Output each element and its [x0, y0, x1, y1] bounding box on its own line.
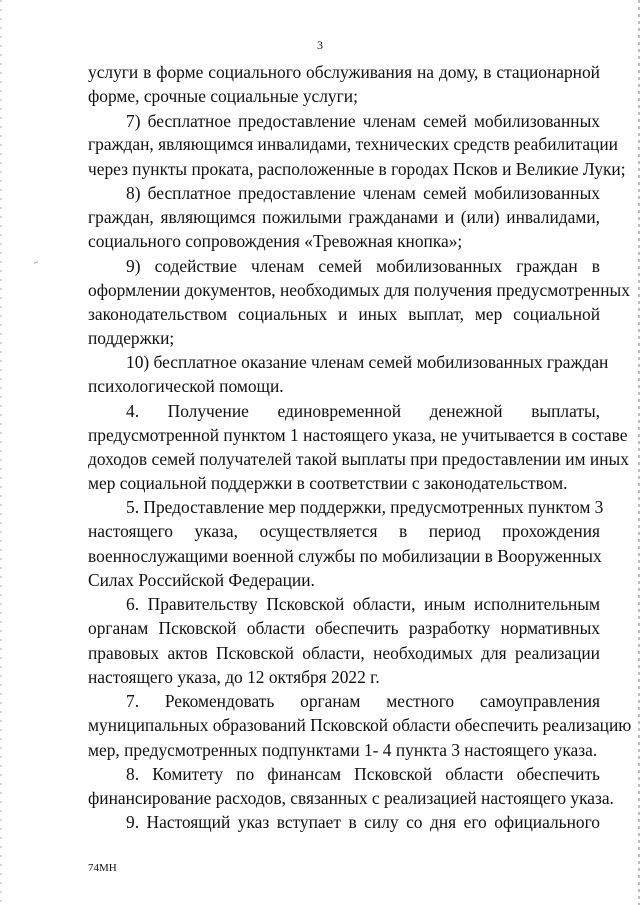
text-line: 9) содействие членам семей мобилизованных граждан в: [126, 256, 600, 276]
text-line: 6. Правительству Псковской области, иным исполнительным: [126, 594, 600, 614]
text-line: поддержки;: [88, 328, 175, 348]
text-line: предусмотренной пунктом 1 настоящего указа, не учитывается в составе: [88, 425, 628, 445]
text-line: доходов семей получателей такой выплаты при предоставлении им иных: [88, 449, 629, 469]
text-line: мер социальной поддержки в соответствии с законодательством.: [88, 473, 568, 493]
text-line: Силах Российской Федерации.: [88, 570, 315, 590]
text-line: 4. Получение единовременной денежной выплаты,: [126, 401, 600, 421]
text-line: граждан, являющимся пожилыми гражданами и (или) инвалидами,: [88, 207, 600, 227]
text-line: социального сопровождения «Тревожная кнопка»;: [88, 231, 463, 251]
page-number: 3: [317, 38, 323, 52]
text-line: 5. Предоставление мер поддержки, предусмотренных пунктом 3: [126, 497, 604, 517]
text-line: органам Псковской области обеспечить разработку нормативных: [88, 618, 600, 638]
text-line: финансирование расходов, связанных с реализацией настоящего указа.: [88, 788, 614, 808]
text-line: 7. Рекомендовать органам местного самоуправления: [126, 691, 600, 711]
text-line: военнослужащими военной службы по мобилизации в Вооруженных: [88, 546, 602, 566]
text-line: законодательством социальных и иных выплат, мер социальной: [88, 304, 600, 324]
text-line: услуги в форме социального обслуживания на дому, в стационарной: [88, 62, 600, 82]
scan-left-edge: [0, 0, 2, 905]
text-line: 7) бесплатное предоставление членам семей мобилизованных: [126, 111, 600, 131]
text-line: правовых актов Псковской области, необходимых для реализации: [88, 643, 600, 663]
text-line: муниципальных образований Псковской области обеспечить реализацию: [88, 715, 632, 735]
text-line: оформлении документов, необходимых для получения предусмотренных: [88, 280, 630, 300]
text-line: граждан, являющимся инвалидами, технических средств реабилитации: [88, 134, 618, 154]
text-line: психологической помощи.: [88, 376, 284, 396]
text-line: 8. Комитету по финансам Псковской области обеспечить: [126, 764, 600, 784]
text-line: мер, предусмотренных подпунктами 1- 4 пункта 3 настоящего указа.: [88, 740, 598, 760]
text-line: 8) бесплатное предоставление членам семей мобилизованных: [126, 183, 600, 203]
text-line: настоящего указа, до 12 октября 2022 г.: [88, 667, 380, 687]
document-code: 74МН: [88, 862, 117, 874]
text-line: через пункты проката, расположенные в городах Псков и Великие Луки;: [88, 159, 626, 179]
scan-speck: [34, 261, 38, 264]
text-line: настоящего указа, осуществляется в период прохождения: [88, 521, 600, 541]
text-line: 9. Настоящий указ вступает в силу со дня его официального: [126, 812, 600, 832]
text-line: 10) бесплатное оказание членам семей мобилизованных граждан: [126, 352, 609, 372]
text-line: форме, срочные социальные услуги;: [88, 86, 358, 106]
